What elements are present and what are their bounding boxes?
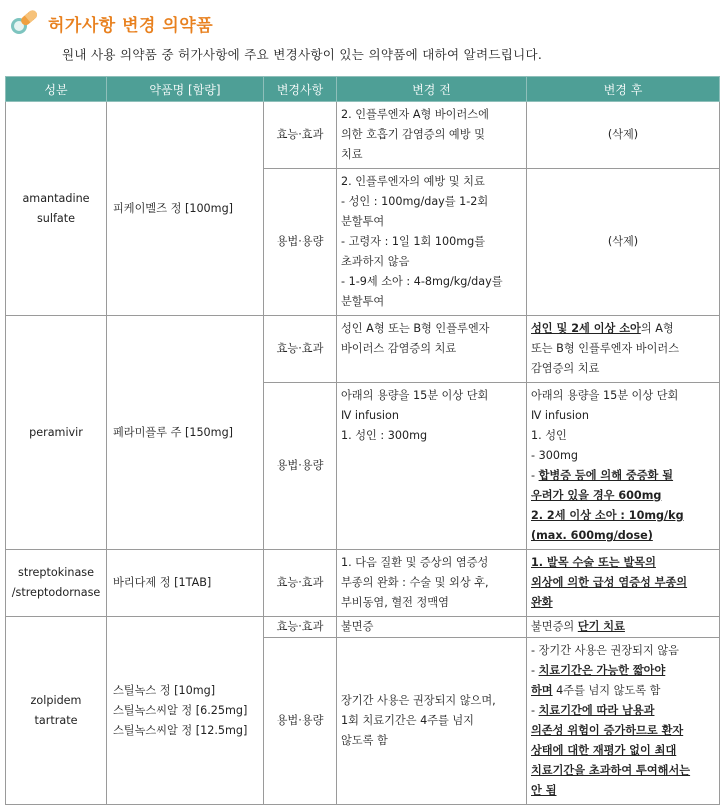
column-header: 변경 후 <box>527 77 720 102</box>
drug-name-cell: 피케이멜즈 정 [100mg] <box>107 102 264 316</box>
change-type-cell: 효능·효과 <box>264 617 337 638</box>
drug-name-cell: 바리다제 정 [1TAB] <box>107 550 264 617</box>
drug-name-cell: 페라미플루 주 [150mg] <box>107 316 264 550</box>
ingredient-cell: zolpidem tartrate <box>6 617 107 805</box>
change-type-cell: 용법·용량 <box>264 638 337 805</box>
column-header: 성분 <box>6 77 107 102</box>
column-header: 변경사항 <box>264 77 337 102</box>
after-cell: 아래의 용량을 15분 이상 단회 Ⅳ infusion 1. 성인 - 300mg - 합병증 등에 의해 중증화 될 우려가 있을 경우 600mg 2. 2세 이상 소아 : 10mg/kg (max. 600mg/dose) <box>527 383 720 550</box>
before-cell: 불면증 <box>337 617 527 638</box>
before-cell: 성인 A형 또는 B형 인플루엔자 바이러스 감염증의 치료 <box>337 316 527 383</box>
after-cell: 성인 및 2세 이상 소아의 A형 또는 B형 인플루엔자 바이러스 감염증의 치료 <box>527 316 720 383</box>
table-row <box>6 550 720 617</box>
change-type-cell: 효능·효과 <box>264 316 337 383</box>
ingredient-cell: peramivir <box>6 316 107 550</box>
after-cell: 1. 발목 수술 또는 발목의 외상에 의한 급성 염증성 부종의 완화 <box>527 550 720 617</box>
change-type-cell: 효능·효과 <box>264 102 337 169</box>
ingredient-cell: amantadine sulfate <box>6 102 107 316</box>
change-type-cell: 용법·용량 <box>264 383 337 550</box>
page-subtitle: 원내 사용 의약품 중 허가사항에 주요 변경사항이 있는 의약품에 대하여 알려드립니다. <box>62 47 543 62</box>
before-cell: 2. 인플루엔자의 예방 및 치료 - 성인 : 100mg/day를 1-2회 분할투여 - 고령자 : 1일 1회 100mg를 초과하지 않음 - 1-9세 소아 : 4-8mg/kg/day를 분할투여 <box>337 169 527 316</box>
table-header-row <box>6 77 720 102</box>
column-header: 변경 전 <box>337 77 527 102</box>
drug-name-cell: 스틸녹스 정 [10mg] 스틸녹스씨알 정 [6.25mg] 스틸녹스씨알 정 [12.5mg] <box>107 617 264 805</box>
change-type-cell: 효능·효과 <box>264 550 337 617</box>
table-row <box>6 316 720 383</box>
change-type-cell: 용법·용량 <box>264 169 337 316</box>
before-cell: 1. 다음 질환 및 증상의 염증성 부종의 완화 : 수술 및 외상 후, 부비동염, 혈전 정맥염 <box>337 550 527 617</box>
before-cell: 장기간 사용은 권장되지 않으며, 1회 치료기간은 4주를 넘지 않도록 함 <box>337 638 527 805</box>
table-row <box>6 617 720 638</box>
after-cell: - 장기간 사용은 권장되지 않음 - 치료기간은 가능한 짧아야 하며 4주를 넘지 않도록 함 - 치료기간에 따라 남용과 의존성 위험이 증가하므로 환자 상태에 대한 재평가 없이 최대 치료기간을 초과하여 투여해서는 안 됨 <box>527 638 720 805</box>
after-cell: (삭제) <box>527 102 720 169</box>
header <box>0 0 723 76</box>
page-title: 허가사항 변경 의약품 <box>48 16 214 36</box>
after-cell: 불면증의 단기 치료 <box>527 617 720 638</box>
ingredient-cell: streptokinase /streptodornase <box>6 550 107 617</box>
table-row <box>6 102 720 169</box>
pill-capsule-icon <box>8 6 38 36</box>
drug-change-table <box>5 76 720 805</box>
before-cell: 2. 인플루엔자 A형 바이러스에 의한 호흡기 감염증의 예방 및 치료 <box>337 102 527 169</box>
column-header: 약품명 [함량] <box>107 77 264 102</box>
after-cell: (삭제) <box>527 169 720 316</box>
before-cell: 아래의 용량을 15분 이상 단회 Ⅳ infusion 1. 성인 : 300mg <box>337 383 527 550</box>
